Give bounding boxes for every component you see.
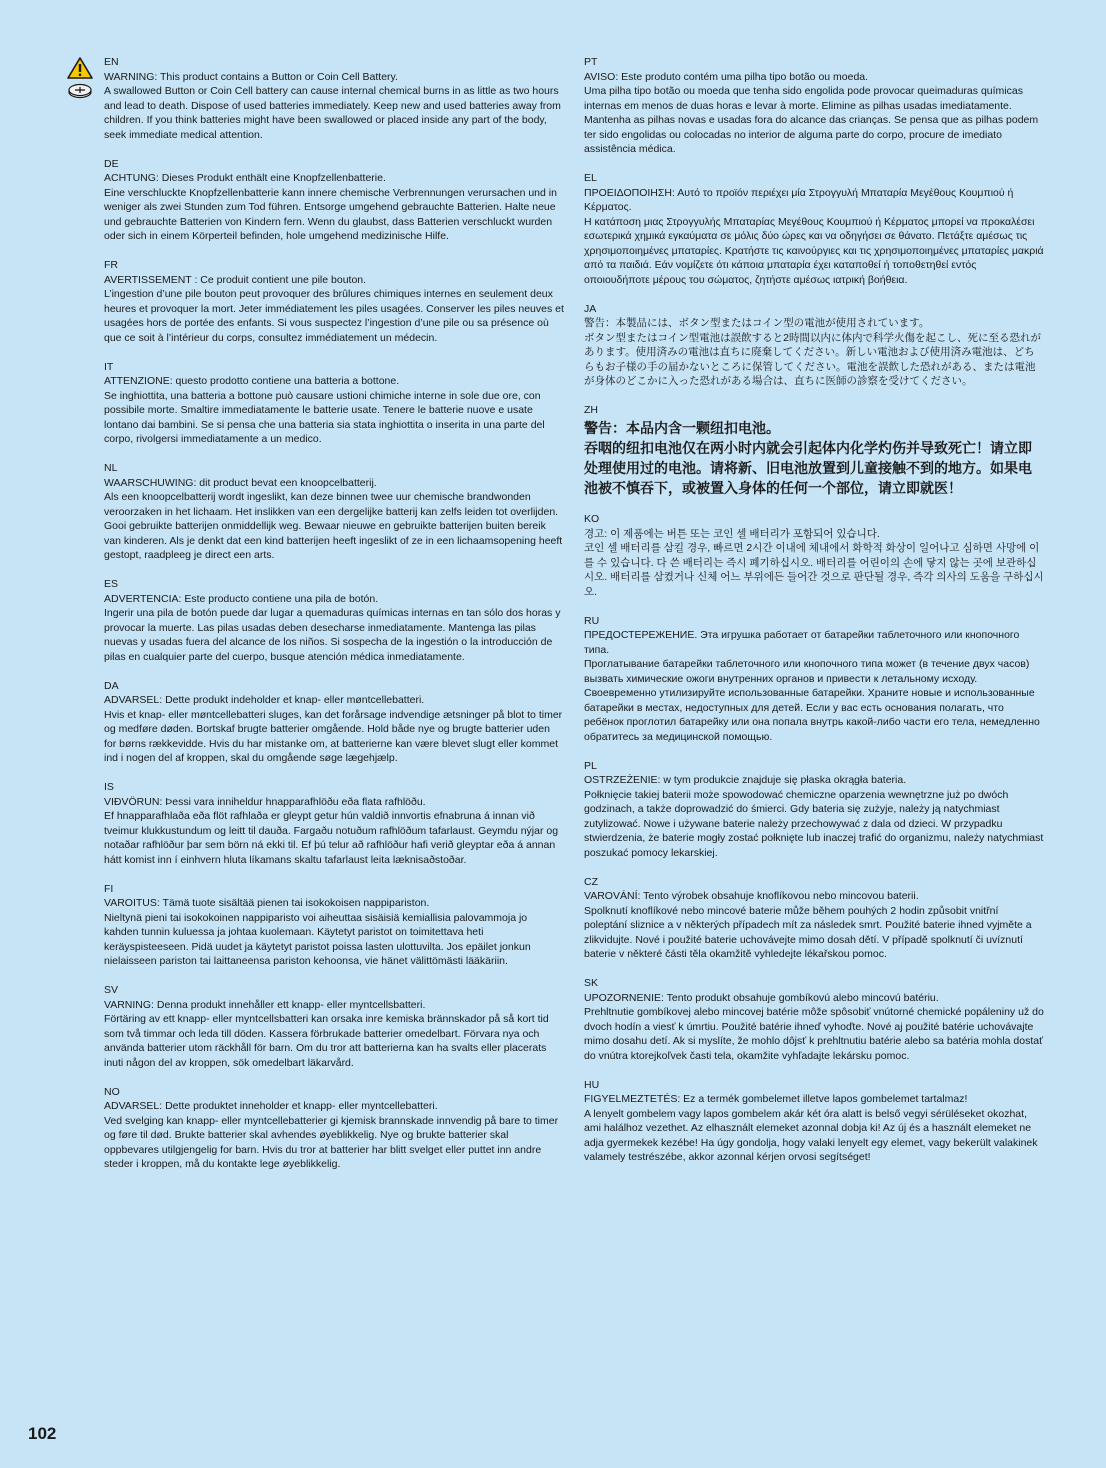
language-code: FR xyxy=(104,259,118,271)
warning-section-zh xyxy=(584,403,1044,498)
warning-text: ADVARSEL: Dette produkt indeholder et knap- eller møntcellebatteri. Hvis et knap- eller møntcellebatteri sluges, kan det forårsage indvendige ætsninger på blot to timer og medføre døden. Bortskaf brugte batterier omgående. Hold både nye og brugte batterier uden for børns rækkevidde. Hvis du har mistanke om, at batterierne kan være blevet slugt eller kommet ind i nogen del af kroppen, skal du omgående søge lægehjælp. xyxy=(104,694,563,764)
language-code: HU xyxy=(584,1078,600,1091)
warning-text: AVISO: Este produto contém uma pilha tipo botão ou moeda. Uma pilha tipo botão ou moeda que tenha sido engolida pode provocar queimaduras químicas internas em menos de duas horas e levar à morte. Elimine as pilhas usadas imediatamente. Mantenha as pilhas novas e usadas fora do alcance das crianças. Se pensa que as pilhas podem ter sido engolidas ou colocadas no interior de alguma parte do corpo, procure de imediato assistência médica. xyxy=(584,70,1039,155)
language-code: NO xyxy=(104,1085,120,1098)
language-code: PT xyxy=(584,56,598,68)
warning-text: VIÐVÖRUN: Þessi vara inniheldur hnapparafhlöðu eða flata rafhlöðu. Ef hnapparafhlaða eða flöt rafhlaða er gleypt getur hún valdið innvortis efnabruna á innan við tveimur klukkustundum og leitt til dauða. Fargaðu notuðum rafhlöðum tafarlaust. Geymdu nýjar og notaðar rafhlöður þar sem börn ná ekki til. Ef þú telur að rafhlöður hafi verið gleyptar eða á annan hátt komist inn í einhvern hluta líkamans skaltu tafarlaust leita læknisaðstoðar. xyxy=(104,795,559,866)
warning-section-da xyxy=(104,679,564,766)
warning-section-ko xyxy=(584,512,1044,599)
warning-section-el xyxy=(584,171,1044,287)
language-code: DA xyxy=(104,679,119,692)
language-code: ZH xyxy=(584,404,598,416)
warning-text: FIGYELMEZTETÉS: Ez a termék gombelemet illetve lapos gombelemet tartalmaz! A lenyelt gombelem vagy lapos gombelem akár két óra alatt is belső vegyi sérüléseket okozhat, ami halálhoz vezethet. Az elhasznált elemeket azonnal dobja ki! Az új és a használt elemeket ne adja gyermekek kezébe! Ha úgy gondolja, hogy valaki lenyelt egy elemet, vagy bekerült valakinek valamely testrészébe, akkor azonnal kérjen orvosi segítséget! xyxy=(584,1093,1038,1163)
warning-text: VARNING: Denna produkt innehåller ett knapp- eller myntcellsbatteri. Förtäring av ett knapp- eller myntcellsbatteri kan orsaka inre kemiska brännskador på så kort tid som två timmar och leda till döden. Kassera förbrukade batterier omedelbart. Förvara nya och använda batterier utom räckhåll för barn. Om du tror att batterierna kan ha svalts eller placerats inuti någon del av kroppen, sök omedelbart läkarvård. xyxy=(104,998,549,1069)
warning-section-no xyxy=(104,1085,564,1172)
left-column xyxy=(104,55,564,1186)
warning-section-it xyxy=(104,360,564,447)
warning-section-es xyxy=(104,577,564,664)
warning-section-is xyxy=(104,780,564,867)
warning-triangle-icon xyxy=(66,56,94,80)
icon-stack xyxy=(66,56,94,99)
warning-section-sk xyxy=(584,976,1044,1063)
warning-section-de xyxy=(104,157,564,244)
language-code: IS xyxy=(104,781,114,793)
warning-section-fr xyxy=(104,258,564,345)
language-code: FI xyxy=(104,882,114,895)
language-code: SV xyxy=(104,984,119,996)
warning-text: VAROITUS: Tämä tuote sisältää pienen tai isokokoisen nappipariston. Nieltynä pieni tai isokokoinen nappiparisto voi aiheuttaa sisäisiä kemiallisia palovammoja jo kahden tunnin kuluessa ja johtaa kuolemaan. Käytetyt paristot on toimitettava heti keräyspisteeseen. Pidä uudet ja käytetyt paristot poissa lasten ulottuvilta. Jos epäilet jonkun nielaisseen pariston tai laittaneensa pariston kehoonsa, vie hänet välittömästi lääkäriin. xyxy=(104,897,531,967)
warning-text: 警告：本品内含一颗纽扣电池。 吞咽的纽扣电池仅在两小时内就会引起体内化学灼伤并导致死亡！请立即处理使用过的电池。请将新、旧电池放置到儿童接触不到的地方。如果电池被不慎吞下，或被置入身体的任何一个部位，请立即就医！ xyxy=(584,419,1032,496)
page-number: 102 xyxy=(28,1424,57,1443)
warning-section-hu xyxy=(584,1078,1044,1165)
warning-text: WAARSCHUWING: dit product bevat een knoopcelbatterij. Als een knoopcelbatterij wordt ingeslikt, kan deze binnen twee uur chemische brandwonden veroorzaken in het lichaam. Het inslikken van een dergelijke batterij kan zelfs leiden tot overlijden. Gooi gebruikte batterijen onmiddellijk weg. Bewaar nieuwe en gebruikte batterijen buiten bereik van kinderen. Als je denkt dat een kind batterijen heeft ingeslikt of ze in een lichaamsopening heeft gestopt, raadpleeg je direct een arts. xyxy=(104,476,563,561)
language-code: SK xyxy=(584,977,599,989)
language-code: EN xyxy=(104,56,119,68)
warning-section-pt xyxy=(584,55,1044,157)
warning-section-ja xyxy=(584,302,1044,389)
right-column xyxy=(584,55,1044,1179)
warning-text: WARNING: This product contains a Button or Coin Cell Battery. A swallowed Button or Coin Cell battery can cause internal chemical burns in as little as two hours and lead to death. Dispose of used batteries immediately. Keep new and used batteries away from children. If you think batteries might have been swallowed or placed inside any part of the body, seek immediate medical attention. xyxy=(104,70,561,141)
warning-text: ΠΡΟΕΙΔΟΠΟΙΗΣΗ: Αυτό το προϊόν περιέχει μία Στρογγυλή Μπαταρία Μεγέθους Κουμπιού ή Κέρματος. Η κατάποση μιας Στρογγυλής Μπαταρίας Μεγέθους Κουμπιού ή Κέρματος μπορεί να προκαλέσει εσωτερικά χημικά εγκαύματα σε μόλις δύο ώρες και να οδηγήσει σε θάνατο. Πετάξτε αμέσως τις χρησιμοποιημένες μπαταρίες. Κρατήστε τις καινούργιες και τις χρησιμοποιημένες μπαταρίες μακριά από τα παιδιά. Εάν νομίζετε ότι κάποια μπαταρία έχει καταποθεί ή τοποθετηθεί εντός οποιουδήποτε μέρους του σώματος, ζητήστε αμέσως ιατρική βοήθεια. xyxy=(584,186,1044,286)
warning-section-sv xyxy=(104,983,564,1070)
warning-text: ПРЕДОСТЕРЕЖЕНИЕ. Эта игрушка работает от батарейки таблеточного или кнопочного типа. Проглатывание батарейки таблеточного или кнопочного типа может (в течение двух часов) вызвать химические ожоги внутренних органов и привести к летальному исходу. Своевременно утилизируйте использованные батарейки. Храните новые и использованные батарейки в местах, недоступных для детей. Если у вас есть основания полагать, что ребёнок проглотил батарейку или она попала внутрь какой-либо части его тела, немедленно обратитесь за медицинской помощью. xyxy=(584,629,1040,743)
warning-text: ADVERTENCIA: Este producto contiene una pila de botón. Ingerir una pila de botón puede dar lugar a quemaduras químicas internas en tan sólo dos horas y provocar la muerte. Las pilas usadas deben desecharse inmediatamente. Mantenga las pilas nuevas y usadas fuera del alcance de los niños. Si sospecha de la ingestión o la introducción de pilas en cualquier parte del cuerpo, busque atención médica inmediatamente. xyxy=(104,592,561,663)
warning-text: 경고: 이 제품에는 버튼 또는 코인 셀 배터리가 포함되어 있습니다. 코인 셀 배터리를 삼킬 경우, 빠르면 2시간 이내에 체내에서 화학적 화상이 일어나고 심하면 사망에 이를 수 있습니다. 다 쓴 배터리는 즉시 폐기하십시오. 배터리를 어린이의 손에 닿지 않는 곳에 보관하십시오. 배터리를 삼켰거나 신체 어느 부위에든 들어간 것으로 판단될 경우, 즉각 의사의 도움을 구하십시오. xyxy=(584,527,1044,598)
language-code: KO xyxy=(584,513,600,525)
warning-text: UPOZORNENIE: Tento produkt obsahuje gombíkovú alebo mincovú batériu. Prehltnutie gombíkovej alebo mincovej batérie môže spôsobiť vnútorné chemické popáleniny už do dvoch hodín a viesť k úmrtiu. Použité batérie ihneď vyhoďte. Nové aj použité batérie uchovávajte mimo dosahu detí. Ak si myslíte, že mohlo dôjsť k prehltnutiu batérie alebo sa batéria mohla dostať do vnútra ktorejkoľvek časti tela, okamžite vyhľadajte lekársku pomoc. xyxy=(584,991,1044,1062)
language-code: JA xyxy=(584,302,597,315)
language-code: CZ xyxy=(584,875,598,888)
language-code: NL xyxy=(104,462,118,474)
language-code: EL xyxy=(584,172,597,184)
warning-text: 警告：本製品には、ボタン型またはコイン型の電池が使用されています。 ボタン型またはコイン型電池は誤飲すると2時間以内に体内で科学火傷を起こし、死に至る恐れがあります。使用済みの電池は直ちに廃棄してください。新しい電池および使用済み電池は、どちらもお子様の手の届かないところに保管してください。電池を誤飲した恐れがある、または電池が身体のどこかに入った恐れがある場合は、直ちに医師の診察を受けてください。 xyxy=(584,317,1042,387)
language-code: RU xyxy=(584,614,600,627)
warning-section-en xyxy=(104,55,564,142)
language-code: ES xyxy=(104,578,119,590)
warning-text: AVERTISSEMENT : Ce produit contient une pile bouton. L’ingestion d’une pile bouton peut provoquer des brûlures chimiques internes en seulement deux heures et provoquer la mort. Jeter immédiatement les piles usagées. Conserver les piles neuves et usagées hors de portée des enfants. Si vous suspectez l’ingestion d’une pile ou sa présence où que ce soit à l’intérieur du corps, consultez immédiatement un médecin. xyxy=(104,273,564,344)
warning-text: ADVARSEL: Dette produktet inneholder et knapp- eller myntcellebatteri. Ved svelging kan knapp- eller myntcellebatterier gi kjemisk brannskade innvendig på bare to timer og føre til død. Brukte batterier skal avhendes øyeblikkelig. Nye og brukte batterier skal oppbevares utilgjengelig for barn. Hvis du tror at batterier har blitt svelget eller puttet inn andre steder i kroppen, må du kontakte lege øyeblikkelig. xyxy=(104,1100,559,1170)
language-code: IT xyxy=(104,360,114,373)
language-code: DE xyxy=(104,157,119,170)
warning-section-ru xyxy=(584,614,1044,745)
warning-text: ACHTUNG: Dieses Produkt enthält eine Knopfzellenbatterie. Eine verschluckte Knopfzellenbatterie kann innere chemische Verbrennungen verursachen und in weniger als zwei Stunden zum Tod führen. Entsorge umgehend gebrauchte Batterien. Halte neue und gebrauchte Batterien von Kindern fern. Wenn du glaubst, dass Batterien verschluckt wurden oder sich in einem Körperteil befinden, hole umgehend medizinische Hilfe. xyxy=(104,172,557,242)
warning-text: OSTRZEŻENIE: w tym produkcie znajduje się płaska okrągła bateria. Połknięcie takiej baterii może spowodować chemiczne oparzenia wewnętrzne już po dwóch godzinach, a także doprowadzić do śmierci. Gdy bateria się zużyje, należy ją natychmiast zutylizować. Nowe i używane baterie należy przechowywać z dala od dzieci. W przypadku stwierdzenia, że baterie mogły zostać połknięte lub inaczej trafić do organizmu, należy natychmiast poszukać pomocy lekarskiej. xyxy=(584,774,1044,859)
warning-text: VAROVÁNÍ: Tento výrobek obsahuje knoflíkovou nebo mincovou baterii. Spolknutí knoflíkové nebo mincové baterie může během pouhých 2 hodin způsobit vnitřní poleptání sliznice a v některých případech mít za následek smrt. Použité baterie ihned vyjměte a zlikvidujte. Nové i použité baterie uchovávejte mimo dosah dětí. V případě spolknutí či uvíznutí baterie v některé části těla okamžitě vyhledejte lékařskou pomoc. xyxy=(584,890,1032,960)
warning-text: ATTENZIONE: questo prodotto contiene una batteria a bottone. Se inghiottita, una batteria a bottone può causare ustioni chimiche interne in sole due ore, con possibile morte. Smaltire immediatamente le batterie usate. Tenere le batterie nuove e usate lontano dai bambini. Se si pensa che una batteria sia stata inghiottita o inserita in una parte del corpo, rivolgersi immediatamente a un medico. xyxy=(104,375,545,445)
language-code: PL xyxy=(584,759,597,772)
coin-cell-battery-icon xyxy=(66,83,94,99)
warning-section-cz xyxy=(584,875,1044,962)
warning-section-pl xyxy=(584,759,1044,861)
warning-section-fi xyxy=(104,882,564,969)
warning-section-nl xyxy=(104,461,564,563)
